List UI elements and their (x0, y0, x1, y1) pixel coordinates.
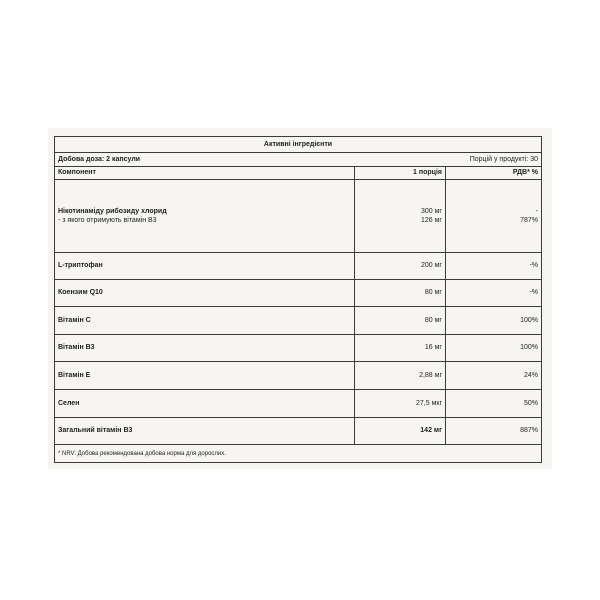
rdv-value: 100% (445, 335, 541, 361)
component-name: Коензим Q10 (58, 289, 103, 297)
rdv-value: -% (445, 253, 541, 279)
footnote (55, 445, 541, 462)
supplement-facts-panel (48, 128, 552, 469)
amount-sub-value: 126 мг (421, 217, 442, 224)
table-title-text: Активні інгредієнти (263, 141, 333, 148)
table-row (55, 362, 541, 390)
rdv-value: 24% (445, 362, 541, 389)
amount-value: 16 мг (354, 335, 445, 361)
table-row (55, 253, 541, 280)
component-name: Нікотинаміду рибозиду хлорид (58, 207, 167, 215)
header-component: Компонент (58, 169, 96, 177)
rdv-sub-value: 787% (520, 217, 538, 224)
component-name: L-триптофан (58, 262, 103, 270)
rdv-value: 887% (445, 418, 541, 444)
component-cell (55, 180, 354, 252)
table-row (55, 390, 541, 418)
footnote-text: * NRV: Добова рекомендована добова норма для дорослих. (58, 450, 226, 457)
amount-value: 300 мг (421, 207, 442, 215)
rdv-value: 100% (445, 307, 541, 334)
dose-row (55, 153, 541, 167)
servings-label: Порцій у продукті: 30 (469, 155, 538, 163)
table-row (55, 180, 541, 253)
rdv-value: 50% (445, 390, 541, 417)
component-name: Вітамін Е (58, 371, 91, 379)
component-name: Селен (58, 399, 80, 407)
dose-label: Добова доза: 2 капсули (58, 155, 141, 163)
component-name: Загальний вітамін В3 (58, 427, 133, 435)
amount-cell (354, 180, 445, 252)
table-title (55, 137, 541, 153)
component-name: Вітамін В3 (58, 344, 95, 352)
rdv-cell (445, 180, 541, 252)
table-row (55, 307, 541, 335)
rdv-value: - (535, 207, 538, 215)
amount-value: 142 мг (354, 418, 445, 444)
table-row-total (55, 418, 541, 445)
amount-value: 200 мг (354, 253, 445, 279)
amount-value: 80 мг (354, 280, 445, 306)
component-sub: - з якого отримують вітамін В3 (58, 217, 157, 224)
header-rdv: РДВ* % (445, 167, 541, 179)
header-serving: 1 порція (354, 167, 445, 179)
amount-value: 2,88 мг (354, 362, 445, 389)
ingredients-table (54, 136, 542, 463)
rdv-value: -% (445, 280, 541, 306)
table-row (55, 280, 541, 307)
amount-value: 80 мг (354, 307, 445, 334)
component-name: Вітамін С (58, 316, 91, 324)
header-row (55, 167, 541, 180)
table-row (55, 335, 541, 362)
amount-value: 27,5 мкг (354, 390, 445, 417)
